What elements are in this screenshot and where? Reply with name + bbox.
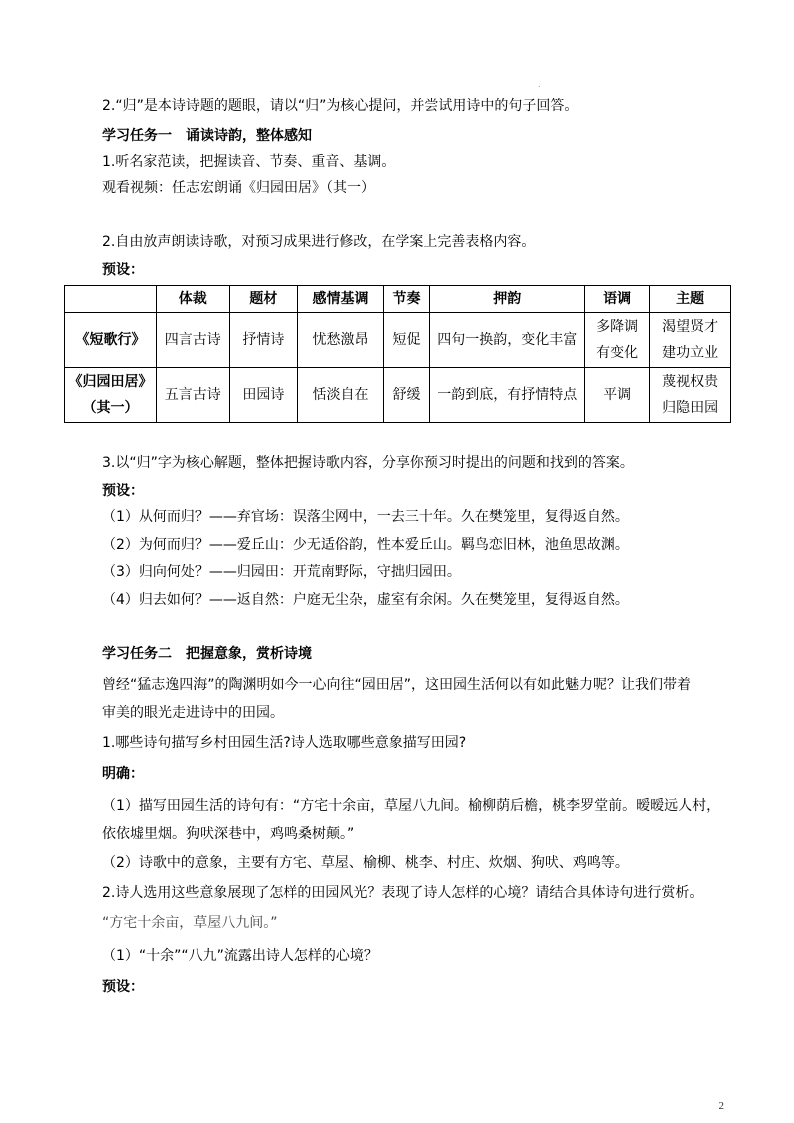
theme-line: 建功立业 [662,345,719,361]
task1-video: 观看视频：任志宏朗诵《归园田居》（其一） [102,180,375,196]
task1-step1: 1.听名家范读，把握读音、节奏、重音、基调。 [102,154,396,170]
table-cell: 短促 [383,313,430,368]
table-cell: 四句一换韵，变化丰富 [430,313,585,368]
table-cell-tone [585,313,650,368]
step3-text: 3.以“归”字为核心解题，整体把握诗歌内容，分享你预习时提出的问题和找到的答案。 [102,455,634,471]
task2-title: 学习任务二 把握意象，赏析诗境 [102,646,312,662]
table-header-cell [65,286,157,313]
table-header-cell: 题材 [229,286,298,313]
table-header-cell: 语调 [585,286,650,313]
step3-preset-label: 预设： [102,483,144,499]
theme-line: 渴望贤才 [662,319,719,335]
row-label: 《短歌行》 [65,313,157,368]
page-number: 2 [718,1100,724,1112]
table-header-row [65,286,731,313]
table-cell: 四言古诗 [157,313,229,368]
task2-intro-line1: 曾经“猛志逸四海”的陶渊明如今一心向往“园田居”，这田园生活何以有如此魅力呢？让我们带着 [102,677,692,693]
step3-item: （3）归向何处？——归园田：开荒南野际，守拙归园田。 [102,564,461,580]
task2-question2: 2.诗人选用这些意象展现了怎样的田园风光？表现了诗人怎样的心境？请结合具体诗句进行赏析。 [102,885,704,901]
row-label [65,368,157,423]
task1-preset-label: 预设： [102,262,144,278]
poem-comparison-table [64,285,731,423]
row-label-line: （其一） [82,400,139,416]
step3-item: （4）归去如何？——返自然：户庭无尘杂，虚室有余闲。久在樊笼里，复得返自然。 [102,592,629,608]
table-header-cell: 节奏 [383,286,430,313]
task1-title: 学习任务一 诵读诗韵，整体感知 [102,128,312,144]
tone-line: 多降调 [596,319,639,335]
step3-item: （2）为何而归？——爱丘山：少无适俗韵，性本爱丘山。羁鸟恋旧林，池鱼思故渊。 [102,537,629,553]
table-cell: 舒缓 [383,368,430,423]
theme-line: 蔑视权贵 [662,374,719,390]
task2-answer1-line2: 依依墟里烟。狗吠深巷中，鸡鸣桑树颠。” [102,826,355,842]
table-header-cell: 体裁 [157,286,229,313]
table-cell: 抒情诗 [229,313,298,368]
table-cell: 忧愁激昂 [298,313,383,368]
task2-answer2: （2）诗歌中的意象，主要有方宅、草屋、榆柳、桃李、村庄、炊烟、狗吠、鸡鸣等。 [102,855,629,871]
table-cell-tone: 平调 [585,368,650,423]
task2-clarify-label: 明确： [102,766,144,782]
step3-item: （1）从何而归？——弃官场：误落尘网中，一去三十年。久在樊笼里，复得返自然。 [102,509,629,525]
question-2: 2.“归”是本诗诗题的题眼，请以“归”为核心提问，并尝试用诗中的句子回答。 [102,98,579,114]
table-cell: 五言古诗 [157,368,229,423]
task2-quote: “方宅十余亩，草屋八九间。” [102,915,278,931]
table-cell: 恬淡自在 [298,368,383,423]
task1-step2: 2.自由放声朗读诗歌，对预习成果进行修改，在学案上完善表格内容。 [102,234,536,250]
task2-question1: 1.哪些诗句描写乡村田园生活?诗人选取哪些意象描写田园? [102,735,467,751]
table-header-cell: 感情基调 [298,286,383,313]
top-mark: . [538,80,541,89]
task2-preset-label: 预设： [102,979,144,995]
table-row [65,368,731,423]
tone-line: 有变化 [596,345,639,361]
table-row [65,313,731,368]
task2-sub-question: （1）“十余”“八九”流露出诗人怎样的心境？ [102,948,378,964]
task2-intro-line2: 审美的眼光走进诗中的田园。 [102,705,284,721]
table-cell: 田园诗 [229,368,298,423]
table-cell-theme [650,368,731,423]
table-header-cell: 押韵 [430,286,585,313]
table-cell: 一韵到底，有抒情特点 [430,368,585,423]
task2-answer1-line1: （1）描写田园生活的诗句有：“方宅十余亩，草屋八九间。榆柳荫后檐，桃李罗堂前。暧暧远人村， [102,798,721,814]
table-header-cell: 主题 [650,286,731,313]
row-label-line: 《归园田居》 [68,374,153,390]
table-cell-theme [650,313,731,368]
theme-line: 归隐田园 [662,400,719,416]
